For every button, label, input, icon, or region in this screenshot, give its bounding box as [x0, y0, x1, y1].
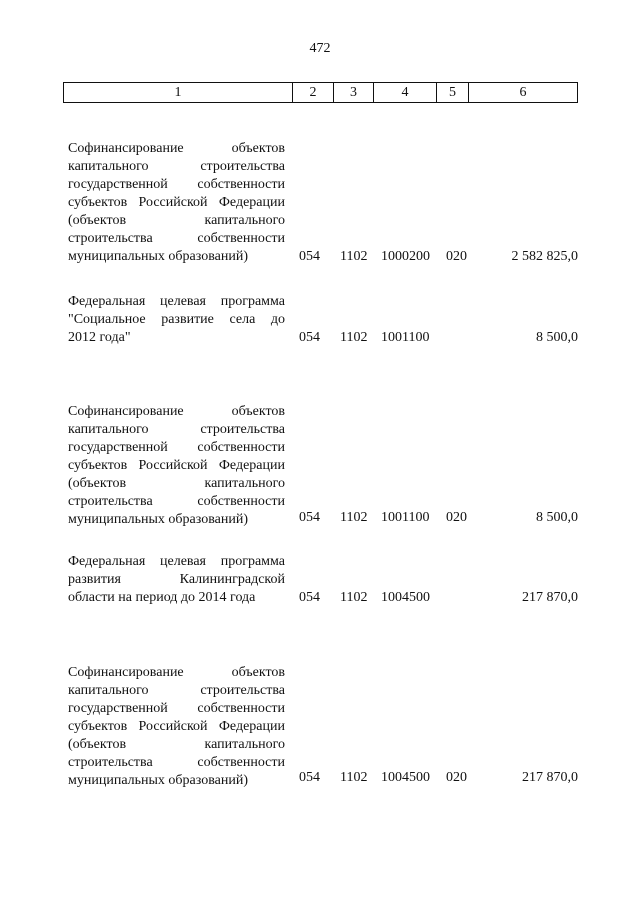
section-code: 1102 [340, 590, 368, 605]
ministry-code: 054 [299, 510, 320, 525]
description-line: субъектов Российской Федерации [68, 719, 285, 734]
row-description [68, 553, 285, 607]
row-description [68, 403, 285, 529]
description-line: государственной собственности [68, 701, 285, 716]
target-code: 1001100 [381, 330, 430, 345]
expense-type-code: 020 [446, 510, 467, 525]
column-header-6: 6 [469, 83, 578, 103]
description-line: Софинансирование объектов [68, 141, 285, 156]
description-line: "Социальное развитие села до [68, 312, 285, 327]
description-line: муниципальных образований) [68, 773, 248, 788]
description-line: Федеральная целевая программа [68, 294, 285, 309]
column-header-3: 3 [334, 83, 374, 103]
description-line: капитального строительства [68, 159, 285, 174]
description-line: муниципальных образований) [68, 512, 248, 527]
description-line: области на период до 2014 года [68, 590, 256, 605]
target-code: 1000200 [381, 249, 430, 264]
expense-type-code: 020 [446, 770, 467, 785]
target-code: 1001100 [381, 510, 430, 525]
description-line: капитального строительства [68, 422, 285, 437]
description-line: строительства собственности [68, 494, 285, 509]
column-header-1: 1 [64, 83, 293, 103]
description-line: строительства собственности [68, 231, 285, 246]
description-line: (объектов капитального [68, 213, 285, 228]
description-line: Софинансирование объектов [68, 404, 285, 419]
column-header-2: 2 [293, 83, 334, 103]
description-line: капитального строительства [68, 683, 285, 698]
amount: 217 870,0 [522, 590, 578, 605]
amount: 8 500,0 [536, 510, 578, 525]
description-line: (объектов капитального [68, 476, 285, 491]
description-line: муниципальных образований) [68, 249, 248, 264]
description-line: строительства собственности [68, 755, 285, 770]
amount: 217 870,0 [522, 770, 578, 785]
column-header-table [63, 82, 578, 103]
ministry-code: 054 [299, 249, 320, 264]
description-line: государственной собственности [68, 177, 285, 192]
description-line: Федеральная целевая программа [68, 554, 285, 569]
row-description [68, 293, 285, 347]
description-line: государственной собственности [68, 440, 285, 455]
section-code: 1102 [340, 510, 368, 525]
column-header-5: 5 [437, 83, 469, 103]
target-code: 1004500 [381, 770, 430, 785]
description-line: развития Калининградской [68, 572, 285, 587]
amount: 2 582 825,0 [511, 249, 578, 264]
description-line: (объектов капитального [68, 737, 285, 752]
description-line: 2012 года" [68, 330, 131, 345]
section-code: 1102 [340, 770, 368, 785]
row-description [68, 140, 285, 266]
section-code: 1102 [340, 249, 368, 264]
section-code: 1102 [340, 330, 368, 345]
row-description [68, 664, 285, 790]
amount: 8 500,0 [536, 330, 578, 345]
description-line: субъектов Российской Федерации [68, 458, 285, 473]
target-code: 1004500 [381, 590, 430, 605]
expense-type-code: 020 [446, 249, 467, 264]
ministry-code: 054 [299, 590, 320, 605]
column-header-4: 4 [374, 83, 437, 103]
page-number: 472 [309, 41, 331, 56]
description-line: субъектов Российской Федерации [68, 195, 285, 210]
ministry-code: 054 [299, 770, 320, 785]
column-header-row [64, 83, 578, 103]
ministry-code: 054 [299, 330, 320, 345]
description-line: Софинансирование объектов [68, 665, 285, 680]
